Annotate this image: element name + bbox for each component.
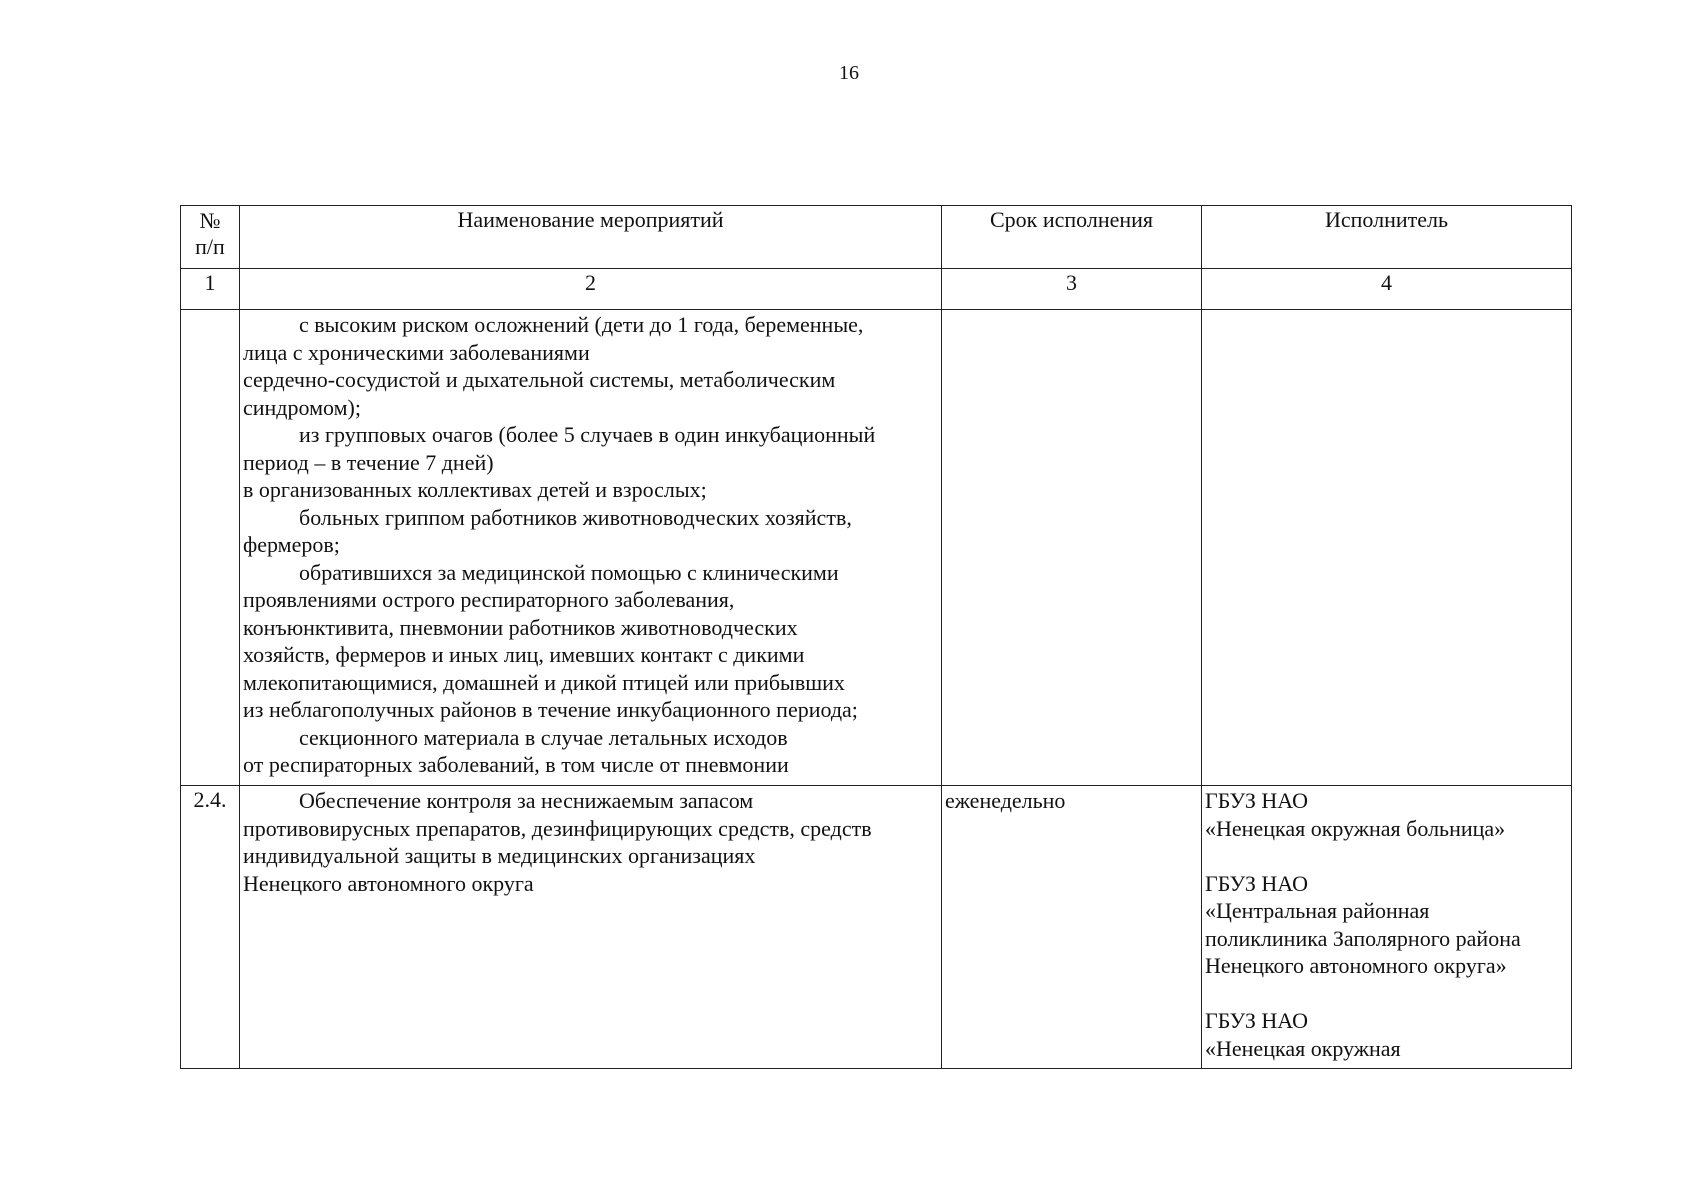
text-line: Ненецкого автономного округа [243, 870, 534, 896]
text-line: конъюнктивита, пневмонии работников животноводческих [243, 614, 798, 640]
header-name: Наименование мероприятий [240, 206, 942, 269]
executor-line: «Центральная районная [1205, 898, 1430, 923]
spacer [1205, 980, 1569, 1008]
text-line: противовирусных препаратов, дезинфицирующих средств, средств [243, 815, 872, 841]
executor-line: Ненецкого автономного округа» [1205, 953, 1507, 978]
column-index: 3 [942, 269, 1202, 310]
column-index: 2 [240, 269, 942, 310]
measure-name-cell [240, 310, 942, 786]
measures-table [180, 205, 1572, 1069]
spacer [1205, 842, 1569, 870]
row-number: 2.4. [181, 786, 240, 1069]
executor-line: «Ненецкая окружная [1205, 1035, 1401, 1061]
text-line: синдромом); [243, 394, 361, 420]
deadline-cell [942, 786, 1202, 1069]
text-line: Обеспечение контроля за неснижаемым запасом [299, 788, 754, 813]
table-row [181, 786, 1572, 1069]
column-index: 4 [1202, 269, 1572, 310]
text-line: с высоким риском осложнений (дети до 1 года, беременные, [299, 312, 864, 337]
header-number [181, 206, 240, 269]
row-number [181, 310, 240, 786]
text-line: индивидуальной защиты в медицинских организациях [243, 843, 756, 868]
text-line: в организованных коллективах детей и взрослых; [243, 477, 707, 502]
page-number: 16 [839, 62, 859, 84]
deadline-text: еженедельно [945, 788, 1066, 813]
table-header-row [181, 206, 1572, 269]
text-line: больных гриппом работников животноводческих хозяйств, [299, 504, 852, 530]
executor-line: поликлиника Заполярного района [1205, 925, 1521, 951]
measure-name-cell [240, 786, 942, 1069]
text-line: лица с хроническими заболеваниями [243, 339, 590, 365]
text-line: из неблагополучных районов в течение инкубационного периода; [243, 697, 858, 722]
header-deadline: Срок исполнения [942, 206, 1202, 269]
executor-cell [1202, 310, 1572, 786]
header-number-sign: № [199, 208, 221, 233]
table-row [181, 310, 1572, 786]
text-line: фермеров; [243, 532, 340, 557]
text-line: млекопитающимися, домашней и дикой птицей или прибывших [243, 669, 845, 695]
executor-cell [1202, 786, 1572, 1069]
text-line: обратившихся за медицинской помощью с клиническими [299, 559, 839, 585]
deadline-cell [942, 310, 1202, 786]
executor-line: «Ненецкая окружная больница» [1205, 815, 1506, 841]
text-line: из групповых очагов (более 5 случаев в один инкубационный [299, 422, 876, 447]
header-number-abbr: п/п [195, 234, 225, 259]
text-line: сердечно-сосудистой и дыхательной системы, метаболическим [243, 367, 836, 392]
text-line: период – в течение 7 дней) [243, 449, 494, 475]
text-line: от респираторных заболеваний, в том числе от пневмонии [243, 752, 789, 777]
column-index: 1 [181, 269, 240, 310]
column-index-row [181, 269, 1572, 310]
executor-line: ГБУЗ НАО [1205, 870, 1308, 896]
executor-line: ГБУЗ НАО [1205, 1008, 1308, 1033]
text-line: хозяйств, фермеров и иных лиц, имевших контакт с дикими [243, 642, 805, 667]
text-line: проявлениями острого респираторного заболевания, [243, 587, 735, 612]
text-line: секционного материала в случае летальных исходов [299, 724, 788, 750]
header-executor: Исполнитель [1202, 206, 1572, 269]
executor-line: ГБУЗ НАО [1205, 788, 1308, 813]
